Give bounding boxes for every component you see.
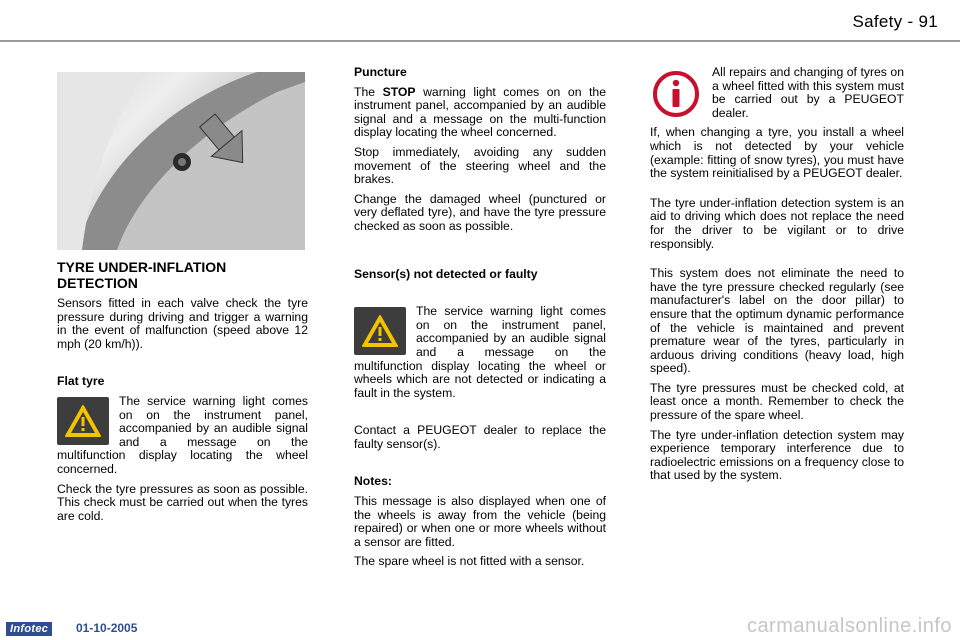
- pressure-check-text: This system does not eliminate the need to have the tyre pressure checked regularly (see manufacturer's label on the door pillar) to ensure that the optimum dynamic performance of the vehicle is maintained and prevent premature wear of the tyres, particularly in arduous driving conditions (heavy load, high speed).: [650, 266, 904, 376]
- watermark-site: carmanualsonline.info: [746, 615, 952, 637]
- sensor-text-2: Contact a PEUGEOT dealer to replace the faulty sensor(s).: [354, 423, 606, 451]
- warning-triangle-icon: [57, 397, 109, 445]
- puncture-text-2: Stop immediately, avoiding any sudden movement of the steering wheel and the brakes.: [354, 144, 606, 187]
- tyre-valve-illustration: [57, 72, 305, 250]
- aid-text: The tyre under-inflation detection system is an aid to driving which does not replace the need for the driver to be vigilant or to drive responsibly.: [650, 195, 904, 251]
- tyre-valve-photo: [57, 72, 305, 250]
- flat-tyre-text-1: The service warning light comes on on the instrument panel, accompanied by an audible signal and a message on the multifunction display locating the wheel concerned.: [57, 393, 308, 476]
- flat-tyre-heading: Flat tyre: [57, 374, 105, 389]
- intro-text: Sensors fitted in each valve check the tyre pressure during driving and trigger a warning in the event of malfunction (speed above 12 mph (20 km/h)).: [57, 296, 308, 351]
- notes-text-1: This message is also displayed when one of the wheels is away from the vehicle (being repaired) or when one or more wheels without a sensor are fitted.: [354, 494, 606, 549]
- column-left: [57, 72, 308, 529]
- puncture-heading: Puncture: [354, 65, 407, 79]
- page-header: Safety - 91: [852, 12, 938, 31]
- notes-heading: Notes:: [354, 474, 392, 489]
- sensor-heading: Sensor(s) not detected or faulty: [354, 266, 538, 281]
- header-rule: [0, 40, 960, 42]
- monthly-check-text: The tyre pressures must be checked cold, at least once a month. Remember to check the pressure of the spare wheel.: [650, 380, 904, 423]
- warning-triangle-icon: [354, 307, 406, 355]
- sensor-text-1: The service warning light comes on on the instrument panel, accompanied by an audible signal and a message on the multifunction display locating the wheel or wheels which are not detected or indicating a fault in the system.: [354, 304, 606, 400]
- infotec-logo: Infotec: [6, 622, 52, 636]
- info-icon: [650, 68, 702, 120]
- stop-word: STOP: [382, 84, 416, 99]
- column-right: [650, 66, 904, 489]
- puncture-text-3: Change the damaged wheel (punctured or very deflated tyre), and have the tyre pressure checked as soon as possible.: [354, 191, 606, 233]
- info-text-2: If, when changing a tyre, you install a wheel which is not detected by your vehicle (example: fitting of snow tyres), you must have the system reinitialised by a PEUGEOT dealer.: [650, 125, 904, 181]
- footer-date: 01-10-2005: [76, 621, 138, 635]
- flat-tyre-text-2: Check the tyre pressures as soon as possible. This check must be carried out when the tyres are cold.: [57, 481, 308, 523]
- puncture-text-1: The STOP warning light comes on on the instrument panel, accompanied by an audible signal and a message on the multi-function display locating the wheel concerned.: [354, 84, 606, 140]
- column-middle: [354, 66, 606, 575]
- notes-text-2: The spare wheel is not fitted with a sensor.: [354, 554, 585, 569]
- interference-text: The tyre under-inflation detection system may experience temporary interference due to radioelectric emissions on a frequency close to that used by the system.: [650, 427, 904, 483]
- info-text-1: All repairs and changing of tyres on a wheel fitted with this system must be carried out by a PEUGEOT dealer.: [712, 65, 904, 120]
- section-title: TYRE UNDER-INFLATION DETECTION: [57, 259, 227, 291]
